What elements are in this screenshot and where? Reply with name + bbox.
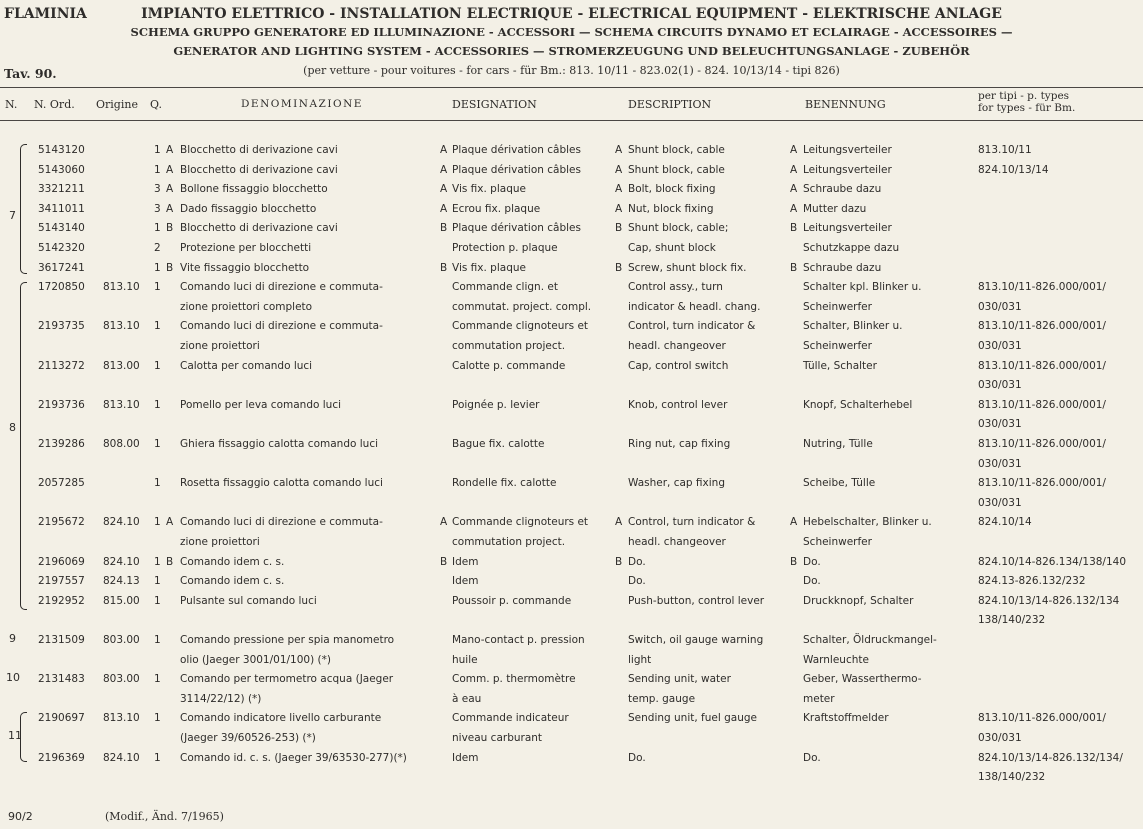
version-marker: B: [615, 222, 623, 235]
version-marker: A: [166, 144, 174, 156]
description-de-cell: Scheinwerfer: [803, 536, 872, 548]
version-marker: A: [440, 202, 448, 215]
description-en-cell: Ring nut, cap fixing: [628, 438, 731, 450]
table-row: [0, 592, 1143, 612]
description-fr-cell: Poignée p. levier: [452, 398, 540, 411]
part-number-cell: 2131483: [38, 673, 85, 686]
quantity-cell: 1: [154, 516, 161, 529]
quantity-cell: 1: [154, 261, 161, 274]
description-fr-cell: Idem: [452, 751, 479, 764]
quantity-cell: 1: [154, 281, 161, 294]
description-fr-cell: Mano-contact p. pression: [452, 634, 585, 646]
description-fr-cell: huile: [452, 653, 478, 666]
description-it-cell: zione proiettori: [180, 536, 260, 548]
col-header-designation: DESIGNATION: [452, 98, 537, 111]
col-header-origine: Origine: [96, 98, 138, 111]
quantity-cell: 1: [154, 320, 161, 333]
description-de-cell: Tülle, Schalter: [803, 359, 877, 372]
description-it-cell: olio (Jaeger 3001/01/100) (*): [180, 653, 331, 666]
description-it-cell: Comando pressione per spia manometro: [180, 634, 395, 646]
description-fr-cell: Vis fix. plaque: [452, 261, 526, 274]
types-cell: 824.10/14-826.134/138/140: [978, 555, 1127, 568]
table-row: [0, 435, 1143, 455]
types-cell: 813.10/11-826.000/001/: [978, 477, 1106, 490]
part-number-cell: 2139286: [38, 438, 85, 450]
types-cell: 030/031: [978, 732, 1022, 744]
version-marker: A: [790, 516, 798, 529]
table-row: [0, 611, 1143, 631]
part-number-cell: 3411011: [38, 202, 85, 215]
description-fr-cell: Ecrou fix. plaque: [452, 202, 541, 215]
types-cell: 813.10/11: [978, 144, 1032, 156]
types-cell: 813.10/11-826.000/001/: [978, 438, 1106, 450]
table-row: [0, 553, 1143, 573]
description-en-cell: Do.: [628, 575, 646, 588]
table-row: [0, 141, 1143, 161]
version-marker: B: [790, 261, 798, 274]
description-en-cell: Control, turn indicator &: [628, 516, 756, 529]
table-row: [0, 317, 1143, 337]
origin-cell: 815.00: [103, 594, 140, 607]
part-number-cell: 2113272: [38, 359, 85, 372]
version-marker: A: [790, 144, 798, 156]
description-it-cell: Comando luci di direzione e commuta-: [180, 320, 383, 333]
description-de-cell: Scheinwerfer: [803, 340, 872, 352]
quantity-cell: 1: [154, 398, 161, 411]
table-row: [0, 455, 1143, 475]
description-it-cell: (Jaeger 39/60526-253) (*): [180, 732, 316, 744]
part-number-cell: 2057285: [38, 477, 85, 490]
table-row: [0, 690, 1143, 710]
table-row: [0, 513, 1143, 533]
description-de-cell: Do.: [803, 751, 821, 764]
part-number-cell: 2196069: [38, 555, 85, 568]
description-it-cell: Vite fissaggio blocchetto: [180, 261, 310, 274]
version-marker: B: [790, 222, 798, 235]
origin-cell: 803.00: [103, 634, 140, 646]
description-de-cell: Leitungsverteiler: [803, 163, 892, 176]
page-number: 90/2: [8, 810, 33, 823]
description-de-cell: Kraftstoffmelder: [803, 712, 889, 725]
types-cell: 813.10/11-826.000/001/: [978, 398, 1106, 411]
table-row: [0, 533, 1143, 553]
version-marker: B: [440, 261, 448, 274]
table-row: [0, 474, 1143, 494]
version-marker: B: [440, 555, 448, 568]
group-number-10: 10: [6, 671, 20, 684]
brand-label: FLAMINIA: [4, 6, 87, 22]
types-cell: 813.10/11-826.000/001/: [978, 320, 1106, 333]
origin-cell: 824.10: [103, 516, 140, 529]
version-marker: A: [440, 183, 448, 196]
quantity-cell: 1: [154, 575, 161, 588]
quantity-cell: 1: [154, 477, 161, 490]
description-en-cell: Knob, control lever: [628, 398, 728, 411]
version-marker: A: [440, 163, 448, 176]
version-marker: A: [615, 163, 623, 176]
description-it-cell: Bollone fissaggio blocchetto: [180, 183, 328, 196]
types-cell: 138/140/232: [978, 771, 1046, 784]
origin-cell: 813.00: [103, 359, 140, 372]
description-de-cell: Nutring, Tülle: [803, 438, 873, 450]
col-header-ord: N. Ord.: [34, 98, 75, 111]
part-number-cell: 2193736: [38, 398, 85, 411]
origin-cell: 808.00: [103, 438, 140, 450]
table-row: [0, 219, 1143, 239]
table-row: [0, 651, 1143, 671]
origin-cell: 824.13: [103, 575, 140, 588]
description-fr-cell: commutat. project. compl.: [452, 300, 592, 313]
description-fr-cell: commutation project.: [452, 340, 566, 352]
version-marker: A: [166, 202, 174, 215]
vehicle-applicability: (per vetture - pour voitures - for cars - für Bm.: 813. 10/11 - 823.02(1) - 824. 10/13/14 - tipi 826): [303, 64, 840, 77]
description-it-cell: Comando indicatore livello carburante: [180, 712, 382, 725]
description-it-cell: Comando idem c. s.: [180, 555, 285, 568]
table-row: [0, 376, 1143, 396]
part-number-cell: 2196369: [38, 751, 85, 764]
part-number-cell: 2197557: [38, 575, 85, 588]
origin-cell: 824.10: [103, 555, 140, 568]
quantity-cell: 1: [154, 634, 161, 646]
description-fr-cell: Calotte p. commande: [452, 359, 566, 372]
description-de-cell: Mutter dazu: [803, 202, 867, 215]
description-it-cell: 3114/22/12) (*): [180, 692, 262, 705]
description-en-cell: Washer, cap fixing: [628, 477, 725, 490]
types-cell: 813.10/11-826.000/001/: [978, 359, 1106, 372]
description-de-cell: Schalter kpl. Blinker u.: [803, 281, 922, 294]
version-marker: A: [790, 163, 798, 176]
description-en-cell: Do.: [628, 555, 646, 568]
col-header-q: Q.: [150, 98, 162, 111]
version-marker: B: [615, 555, 623, 568]
subtitle-line-2: GENERATOR AND LIGHTING SYSTEM - ACCESSORIES — STROMERZEUGUNG UND BELEUCHTUNGSANLAGE - ZUBEHÖR: [173, 44, 970, 58]
description-fr-cell: Plaque dérivation câbles: [452, 144, 581, 156]
description-fr-cell: Plaque dérivation câbles: [452, 163, 581, 176]
page-title: IMPIANTO ELETTRICO - INSTALLATION ELECTRIQUE - ELECTRICAL EQUIPMENT - ELEKTRISCHE ANLAGE: [141, 6, 1002, 22]
group-number-11: 11: [8, 729, 22, 742]
description-fr-cell: Commande clignoteurs et: [452, 320, 589, 333]
description-de-cell: Schraube dazu: [803, 261, 882, 274]
description-en-cell: Shunt block, cable;: [628, 222, 729, 235]
description-en-cell: Sending unit, water: [628, 673, 731, 686]
version-marker: B: [166, 222, 174, 235]
description-en-cell: light: [628, 653, 652, 666]
origin-cell: 813.10: [103, 320, 140, 333]
description-fr-cell: Poussoir p. commande: [452, 594, 572, 607]
description-de-cell: Schutzkappe dazu: [803, 242, 900, 254]
description-en-cell: Shunt block, cable: [628, 163, 725, 176]
description-en-cell: Do.: [628, 751, 646, 764]
types-cell: 813.10/11-826.000/001/: [978, 712, 1106, 725]
description-en-cell: indicator & headl. chang.: [628, 300, 761, 313]
types-cell: 030/031: [978, 457, 1022, 470]
part-number-cell: 3617241: [38, 261, 85, 274]
description-it-cell: Dado fissaggio blocchetto: [180, 202, 317, 215]
quantity-cell: 3: [154, 183, 161, 196]
description-de-cell: Scheibe, Tülle: [803, 477, 876, 490]
table-row: [0, 298, 1143, 318]
description-it-cell: Comando per termometro acqua (Jaeger: [180, 673, 394, 686]
description-en-cell: Control assy., turn: [628, 281, 723, 294]
description-de-cell: Do.: [803, 555, 821, 568]
description-de-cell: Hebelschalter, Blinker u.: [803, 516, 932, 529]
description-it-cell: Pulsante sul comando luci: [180, 594, 317, 607]
subtitle-line-1: SCHEMA GRUPPO GENERATORE ED ILLUMINAZIONE - ACCESSORI — SCHEMA CIRCUITS DYNAMO ET ECLAIRAGE - ACCESSOIRES —: [130, 25, 1013, 39]
description-de-cell: Schraube dazu: [803, 183, 882, 196]
description-it-cell: Comando idem c. s.: [180, 575, 285, 588]
table-row: [0, 161, 1143, 181]
quantity-cell: 1: [154, 751, 161, 764]
description-en-cell: Cap, control switch: [628, 359, 729, 372]
part-number-cell: 2192952: [38, 594, 85, 607]
description-de-cell: meter: [803, 692, 835, 705]
description-en-cell: Control, turn indicator &: [628, 320, 756, 333]
description-it-cell: Blocchetto di derivazione cavi: [180, 144, 338, 156]
table-row: [0, 278, 1143, 298]
types-cell: 824.10/14: [978, 516, 1032, 529]
version-marker: A: [166, 516, 174, 529]
part-number-cell: 2190697: [38, 712, 85, 725]
description-de-cell: Geber, Wasserthermo-: [803, 673, 922, 686]
col-header-types-line-1: per tipi - p. types: [978, 90, 1070, 102]
col-header-denominazione: DENOMINAZIONE: [241, 98, 363, 110]
group-number-7: 7: [9, 209, 16, 222]
description-de-cell: Scheinwerfer: [803, 300, 872, 313]
description-fr-cell: Plaque dérivation câbles: [452, 222, 581, 235]
quantity-cell: 1: [154, 163, 161, 176]
part-number-cell: 5143140: [38, 222, 85, 235]
table-row: [0, 709, 1143, 729]
description-fr-cell: commutation project.: [452, 536, 566, 548]
part-number-cell: 2131509: [38, 634, 85, 646]
table-number: Tav. 90.: [4, 66, 57, 81]
description-it-cell: zione proiettori completo: [180, 300, 313, 313]
description-fr-cell: Bague fix. calotte: [452, 438, 545, 450]
quantity-cell: 1: [154, 222, 161, 235]
quantity-cell: 1: [154, 144, 161, 156]
description-it-cell: Calotta per comando luci: [180, 359, 313, 372]
col-header-description: DESCRIPTION: [628, 98, 712, 111]
description-de-cell: Schalter, Blinker u.: [803, 320, 903, 333]
description-it-cell: Comando luci di direzione e commuta-: [180, 281, 383, 294]
table-row: [0, 494, 1143, 514]
version-marker: A: [440, 516, 448, 529]
table-row: [0, 572, 1143, 592]
table-row: [0, 337, 1143, 357]
version-marker: A: [790, 183, 798, 196]
description-it-cell: zione proiettori: [180, 340, 260, 352]
part-number-cell: 5143120: [38, 144, 85, 156]
description-it-cell: Protezione per blocchetti: [180, 242, 312, 254]
description-fr-cell: Comm. p. thermomètre: [452, 673, 576, 686]
col-header-n: N.: [5, 98, 18, 111]
types-cell: 030/031: [978, 340, 1022, 352]
description-de-cell: Knopf, Schalterhebel: [803, 398, 913, 411]
version-marker: B: [440, 222, 448, 235]
table-row: [0, 415, 1143, 435]
version-marker: A: [166, 183, 174, 196]
description-en-cell: Push-button, control lever: [628, 594, 765, 607]
description-en-cell: Bolt, block fixing: [628, 183, 716, 196]
description-en-cell: Cap, shunt block: [628, 242, 716, 254]
description-fr-cell: Idem: [452, 555, 479, 568]
version-marker: A: [790, 202, 798, 215]
description-en-cell: Sending unit, fuel gauge: [628, 712, 757, 725]
types-cell: 813.10/11-826.000/001/: [978, 281, 1106, 294]
group-number-9: 9: [9, 632, 16, 645]
types-cell: 030/031: [978, 300, 1022, 313]
part-number-cell: 3321211: [38, 183, 85, 196]
description-de-cell: Do.: [803, 575, 821, 588]
version-marker: B: [790, 555, 798, 568]
description-de-cell: Warnleuchte: [803, 653, 869, 666]
table-row: [0, 200, 1143, 220]
quantity-cell: 1: [154, 438, 161, 450]
table-row: [0, 749, 1143, 769]
quantity-cell: 1: [154, 555, 161, 568]
description-fr-cell: Rondelle fix. calotte: [452, 477, 557, 490]
version-marker: B: [166, 261, 174, 274]
quantity-cell: 1: [154, 594, 161, 607]
version-marker: B: [166, 555, 174, 568]
description-it-cell: Comando luci di direzione e commuta-: [180, 516, 383, 529]
part-number-cell: 1720850: [38, 281, 85, 294]
description-fr-cell: niveau carburant: [452, 732, 543, 744]
types-cell: 824.10/13/14-826.132/134: [978, 594, 1120, 607]
description-fr-cell: Idem: [452, 575, 479, 588]
table-row: [0, 729, 1143, 749]
version-marker: A: [615, 183, 623, 196]
description-fr-cell: Commande indicateur: [452, 712, 569, 725]
table-row: [0, 396, 1143, 416]
origin-cell: 813.10: [103, 712, 140, 725]
description-fr-cell: Protection p. plaque: [452, 242, 558, 254]
quantity-cell: 3: [154, 202, 161, 215]
description-it-cell: Ghiera fissaggio calotta comando luci: [180, 438, 379, 450]
description-fr-cell: à eau: [452, 692, 482, 705]
types-cell: 030/031: [978, 496, 1022, 509]
description-it-cell: Blocchetto di derivazione cavi: [180, 163, 338, 176]
table-row: [0, 180, 1143, 200]
table-row: [0, 239, 1143, 259]
part-number-cell: 5142320: [38, 242, 85, 254]
description-en-cell: temp. gauge: [628, 692, 696, 705]
col-header-types-line-2: for types - für Bm.: [978, 102, 1076, 114]
table-row: [0, 670, 1143, 690]
types-cell: 030/031: [978, 379, 1022, 392]
table-row: [0, 768, 1143, 788]
types-cell: 824.13-826.132/232: [978, 575, 1086, 588]
description-it-cell: Comando id. c. s. (Jaeger 39/63530-277)(*): [180, 751, 407, 764]
quantity-cell: 1: [154, 712, 161, 725]
description-en-cell: headl. changeover: [628, 340, 726, 352]
modification-note: (Modif., Änd. 7/1965): [105, 810, 224, 823]
table-row: [0, 357, 1143, 377]
types-cell: 824.10/13/14-826.132/134/: [978, 751, 1123, 764]
quantity-cell: 1: [154, 673, 161, 686]
description-de-cell: Leitungsverteiler: [803, 144, 892, 156]
origin-cell: 803.00: [103, 673, 140, 686]
table-row: [0, 259, 1143, 279]
origin-cell: 824.10: [103, 751, 140, 764]
origin-cell: 813.10: [103, 398, 140, 411]
description-fr-cell: Commande clignoteurs et: [452, 516, 589, 529]
version-marker: A: [615, 516, 623, 529]
part-number-cell: 2193735: [38, 320, 85, 333]
version-marker: B: [615, 261, 623, 274]
description-en-cell: Nut, block fixing: [628, 202, 714, 215]
quantity-cell: 1: [154, 359, 161, 372]
types-cell: 824.10/13/14: [978, 163, 1049, 176]
description-fr-cell: Commande clign. et: [452, 281, 558, 294]
col-header-benennung: BENENNUNG: [805, 98, 886, 111]
version-marker: A: [440, 144, 448, 156]
description-de-cell: Leitungsverteiler: [803, 222, 892, 235]
description-it-cell: Rosetta fissaggio calotta comando luci: [180, 477, 383, 490]
part-number-cell: 2195672: [38, 516, 85, 529]
origin-cell: 813.10: [103, 281, 140, 294]
version-marker: A: [166, 163, 174, 176]
description-en-cell: Switch, oil gauge warning: [628, 634, 764, 646]
types-cell: 030/031: [978, 418, 1022, 431]
description-en-cell: Shunt block, cable: [628, 144, 725, 156]
part-number-cell: 5143060: [38, 163, 85, 176]
group-number-8: 8: [9, 421, 16, 434]
description-de-cell: Schalter, Öldruckmangel-: [803, 634, 937, 646]
description-en-cell: Screw, shunt block fix.: [628, 261, 747, 274]
description-it-cell: Blocchetto di derivazione cavi: [180, 222, 338, 235]
table-row: [0, 631, 1143, 651]
version-marker: A: [615, 144, 623, 156]
quantity-cell: 2: [154, 242, 161, 254]
version-marker: A: [615, 202, 623, 215]
description-it-cell: Pomello per leva comando luci: [180, 398, 342, 411]
types-cell: 138/140/232: [978, 614, 1046, 627]
description-de-cell: Druckknopf, Schalter: [803, 594, 914, 607]
description-fr-cell: Vis fix. plaque: [452, 183, 526, 196]
description-en-cell: headl. changeover: [628, 536, 726, 548]
